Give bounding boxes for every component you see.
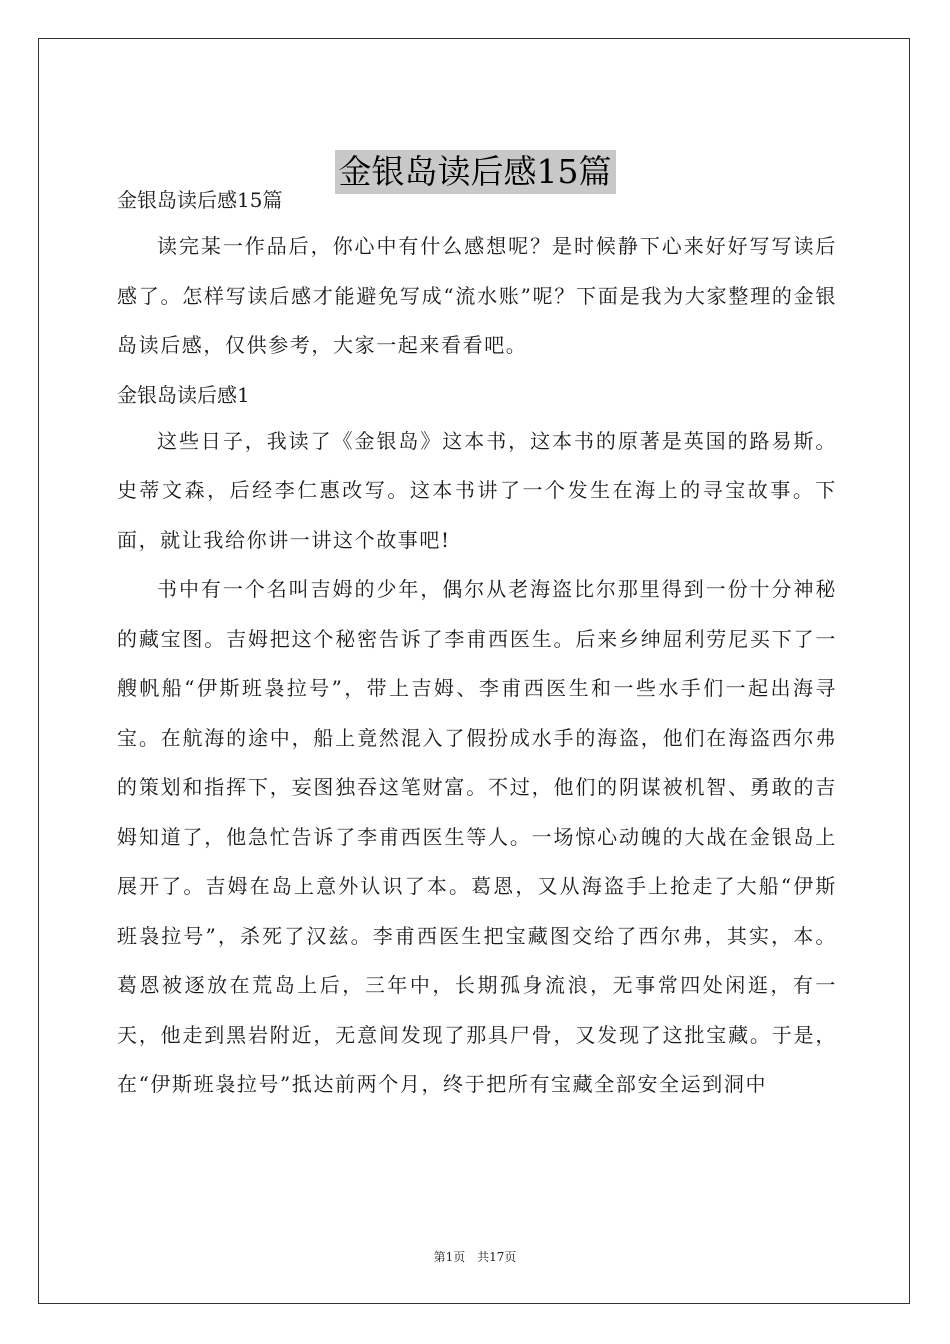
body-paragraph-1: 这些日子，我读了《金银岛》这本书，这本书的原著是英国的路易斯。史蒂文森，后经李仁惠改写。这本书讲了一个发生在海上的寻宝故事。下面，就让我给你讲一讲这个故事吧! [117, 428, 837, 552]
page-footer [0, 1248, 950, 1265]
intro-paragraph: 读完某一作品后，你心中有什么感想呢？是时候静下心来好好写写读后感了。怎样写读后感才能避免写成“流水账”呢？下面是我为大家整理的金银岛读后感，仅供参考，大家一起来看看吧。 [117, 234, 837, 357]
document-title: 金银岛读后感15篇 [335, 150, 616, 194]
subtitle-line: 金银岛读后感15篇 [117, 188, 283, 212]
document-body [117, 180, 837, 1110]
section-heading: 金银岛读后感1 [117, 382, 250, 407]
total-pages: 共17页 [477, 1250, 517, 1264]
page-number: 第1页 [433, 1250, 466, 1264]
body-paragraph-2: 书中有一个名叫吉姆的少年，偶尔从老海盗比尔那里得到一份十分神秘的藏宝图。吉姆把这个秘密告诉了李甫西医生。后来乡绅屈利劳尼买下了一艘帆船“伊斯班袅拉号”，带上吉姆、李甫西医生和一些水手们一起出海寻宝。在航海的途中，船上竟然混入了假扮成水手的海盗，他们在海盗西尔弗的策划和指挥下，妄图独吞这笔财富。不过，他们的阴谋被机智、勇敢的吉姆知道了，他急忙告诉了李甫西医生等人。一场惊心动魄的大战在金银岛上展开了。吉姆在岛上意外认识了本。葛恩，又从海盗手上抢走了大船“伊斯班袅拉号”，杀死了汉兹。李甫西医生把宝藏图交给了西尔弗，其实，本。葛恩被逐放在荒岛上后，三年中，长期孤身流浪，无事常四处闲逛，有一天，他走到黑岩附近，无意间发现了那具尸骨，又发现了这批宝藏。于是，在“伊斯班袅拉号”抵达前两个月，终于把所有宝藏全部安全运到洞中 [117, 577, 837, 1096]
